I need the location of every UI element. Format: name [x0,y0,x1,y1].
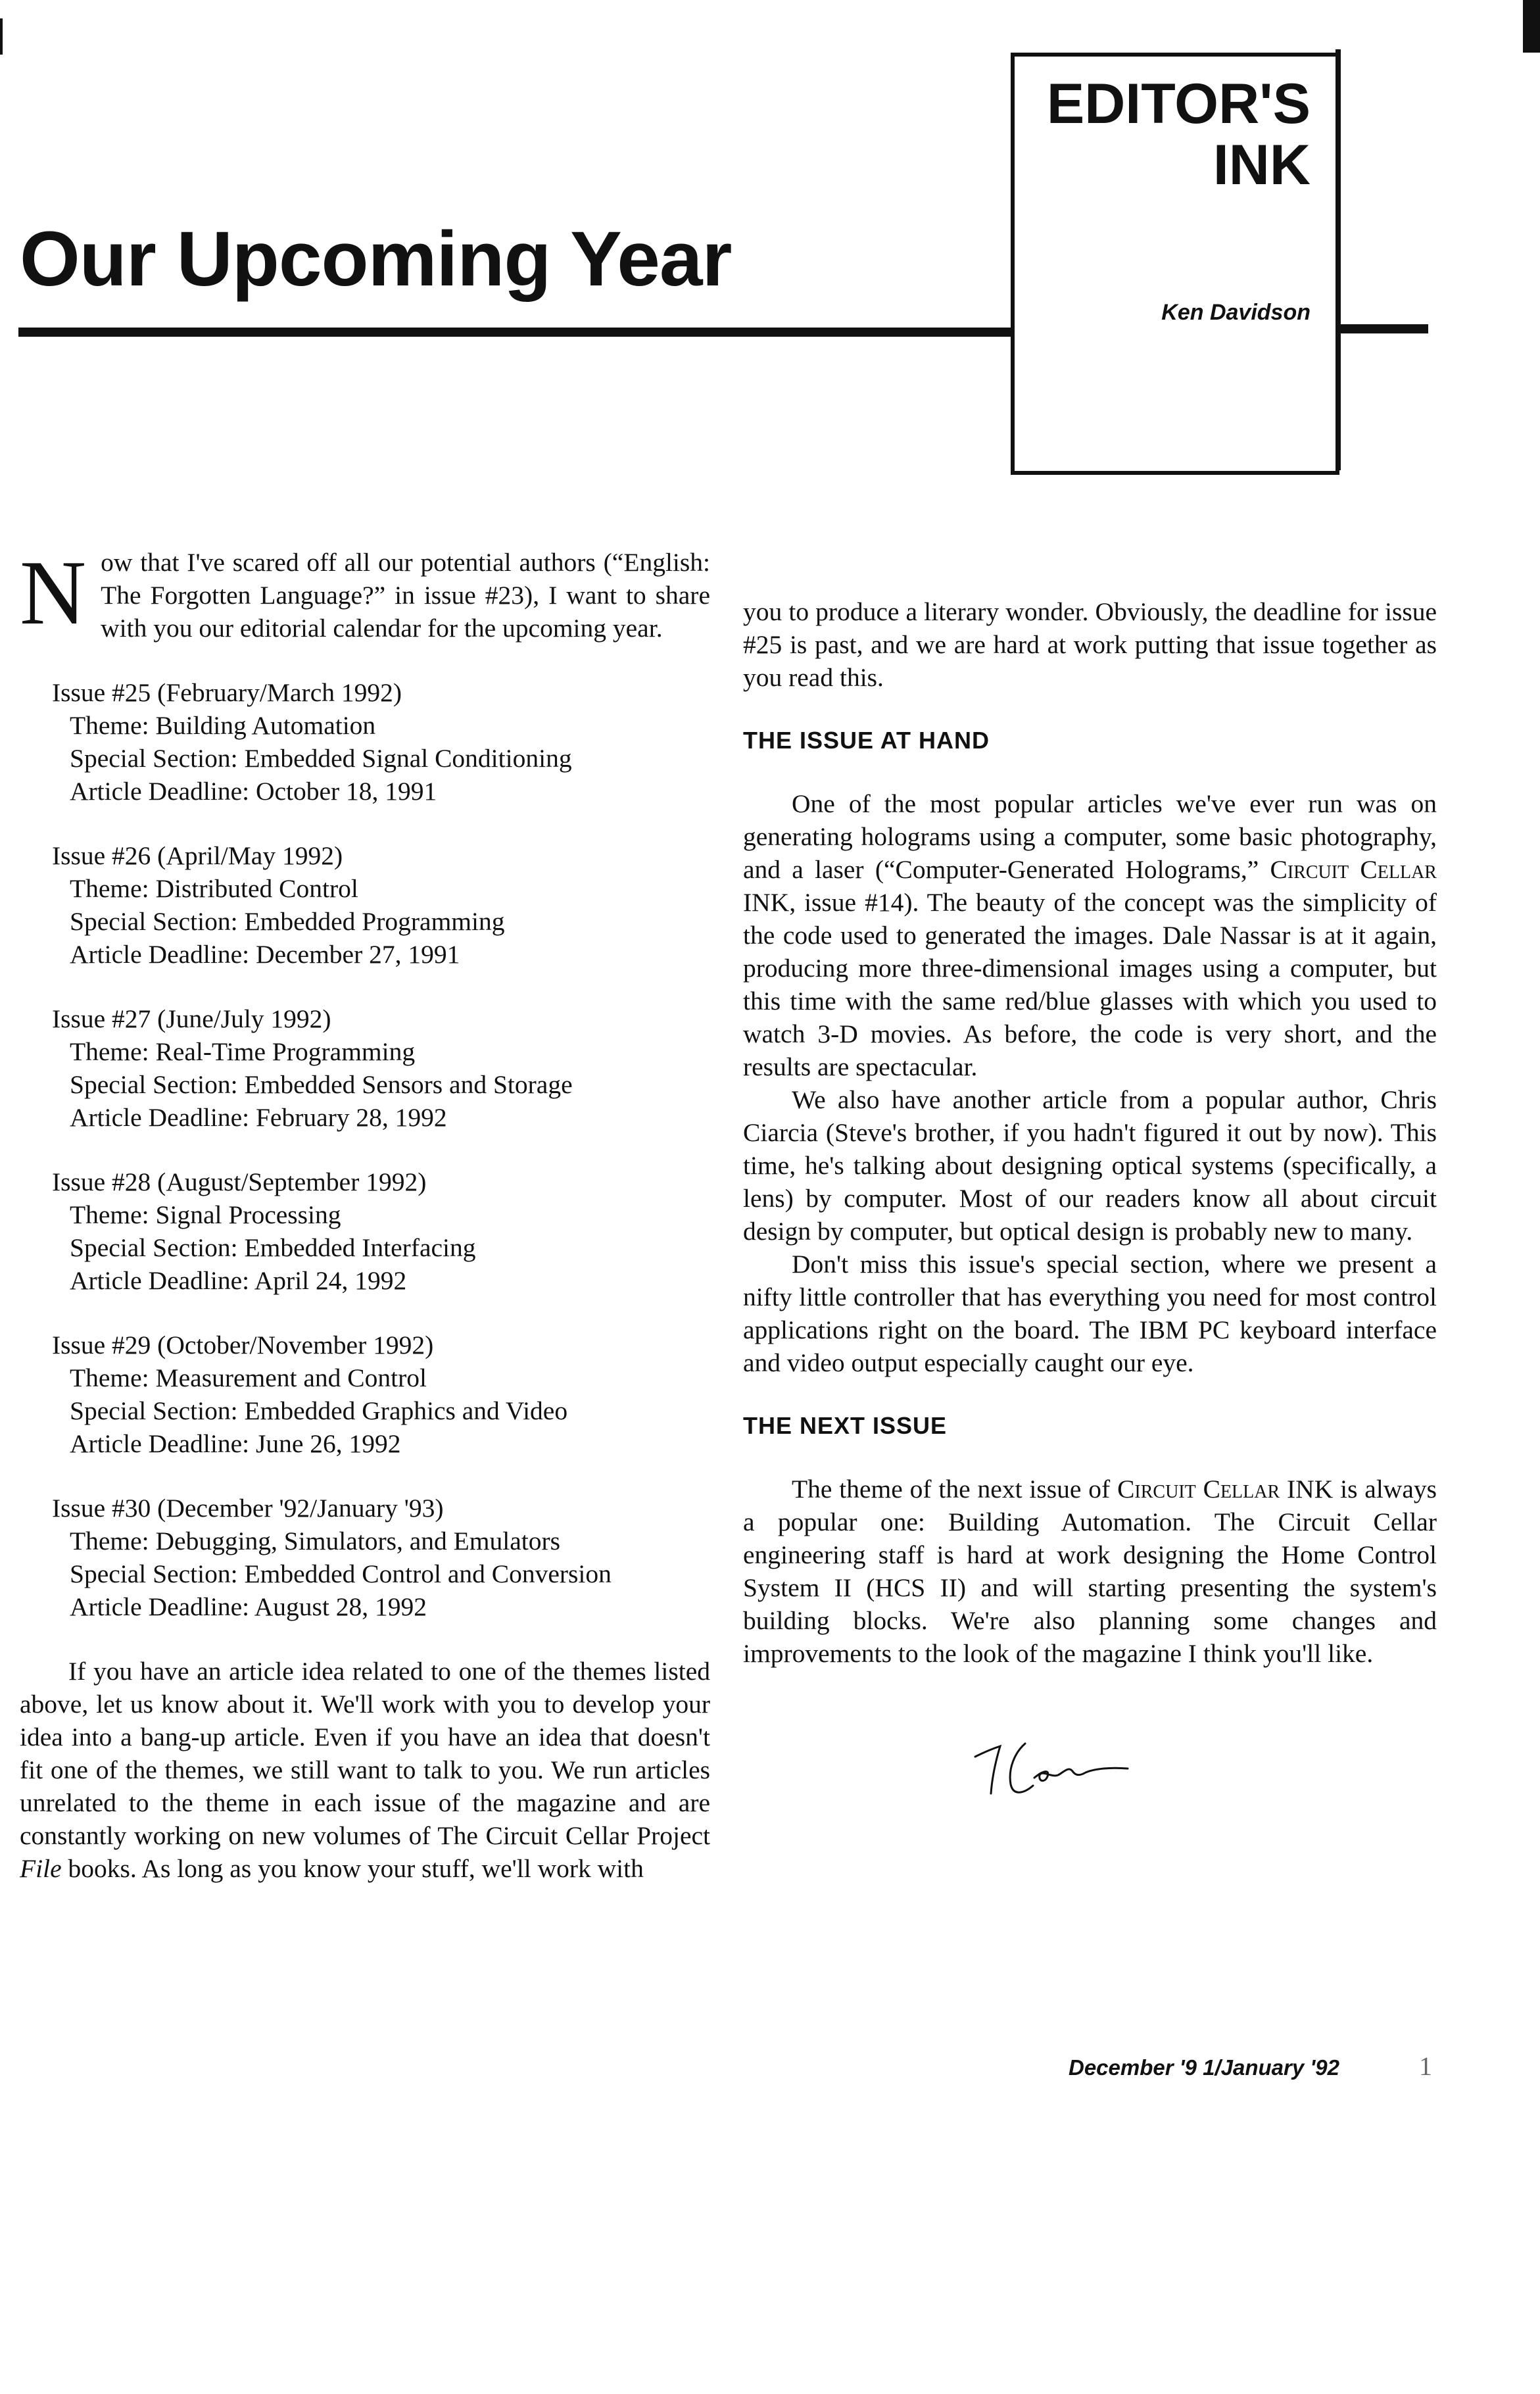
signature [967,2289,1151,2394]
issue-special-section: Special Section: Embedded Signal Conditioning [70,744,572,773]
section-heading-issue-at-hand: THE ISSUE AT HAND [743,727,990,754]
issue-at-hand-paragraph-2: We also have another article from a popular author, Chris Ciarcia (Steve's brother, if you hadn't figured it out by now). This time, he's talking about designing optical systems (specifically, a lens) by computer. Most of our readers know all about circuit design by computer, but optical design is probably new to many. [743,1085,1437,1246]
paragraph-text: One of the most popular articles we've ever run was on generating holograms using a computer, some basic photography, and a laser (“Computer-Generated Holograms,” [743,789,1437,884]
issue-deadline: Article Deadline: June 26, 1992 [70,1429,401,1458]
issue-entry [52,1492,710,1623]
section-title: EDITOR'S INK [1046,72,1311,197]
issue-theme: Theme: Building Automation [70,711,376,740]
issue-at-hand-paragraph-3: Don't miss this issue's special section, where we present a nifty little controller that has everything you need for most control applications right on the board. The IBM PC keyboard interface and video output especially caught our eye. [743,1250,1437,1377]
issue-deadline: Article Deadline: December 27, 1991 [70,940,460,969]
title-rule-right [1339,324,1428,333]
issue-deadline: Article Deadline: October 18, 1991 [70,777,437,806]
drop-cap: N [20,542,87,644]
brand-name: Circuit Cellar [1117,1475,1280,1503]
right-column [743,595,1437,1670]
left-closing-italic: File [20,1854,62,1883]
title-rule [18,328,1015,337]
issue-theme: Theme: Debugging, Simulators, and Emulators [70,1527,560,1555]
issue-at-hand-paragraph-1 [743,787,1437,1083]
handwritten-signature [970,1729,1154,1828]
issue-date: December '9 1/January '92 [1069,2055,1339,2080]
issue-deadline: Article Deadline: February 28, 1992 [70,1103,447,1132]
scan-edge-mark-right [1523,0,1540,53]
article-title: Our Upcoming Year [20,216,732,303]
issue-entry [52,839,710,971]
editorial-calendar [20,676,710,1623]
issue-heading: Issue #30 (December '92/January '93) [52,1494,444,1523]
next-issue-paragraph [743,1473,1437,1670]
issue-theme: Theme: Real-Time Programming [70,1037,416,1066]
section-heading-next-issue: THE NEXT ISSUE [743,1412,948,1439]
byline: Ken Davidson [1161,300,1311,325]
paragraph-text: The theme of the next issue of [792,1475,1118,1503]
issue-theme: Theme: Distributed Control [70,874,358,903]
page-number: 1 [1419,2051,1432,2081]
left-closing-paragraph [20,1655,710,1885]
issue-entry [52,676,710,808]
issue-heading: Issue #27 (June/July 1992) [52,1004,331,1033]
intro-text: ow that I've scared off all our potential authors (“English: The Forgotten Language?” in issue #23), I want to share with you our editorial calendar for the upcoming year. [101,548,710,643]
left-closing-text-end: books. As long as you know your stuff, we'll work with [61,1854,644,1883]
issue-theme: Theme: Signal Processing [70,1200,341,1229]
issue-heading: Issue #28 (August/September 1992) [52,1167,427,1196]
intro-paragraph [20,542,710,645]
brand-name: Circuit Cellar [1270,855,1437,884]
paragraph-text: INK, issue #14). The beauty of the concept was the simplicity of the code used to generated the images. Dale Nassar is at it again, producing more three-dimensional images using a computer, but this time with the same red/blue glasses with which you used to watch 3-D movies. As before, the code is very short, and the results are spectacular. [743,888,1437,1081]
left-closing-text: If you have an article idea related to one of the themes listed above, let us know about it. We'll work with you to develop your idea into a bang-up article. Even if you have an idea that doesn't fit one of the themes, we still want to talk to you. We run articles unrelated to the theme in each issue of the magazine and are constantly working on new volumes of The Circuit Cellar Project [20,1657,710,1850]
issue-heading: Issue #26 (April/May 1992) [52,841,343,870]
issue-entry [52,1329,710,1460]
left-column [20,542,710,1885]
issue-special-section: Special Section: Embedded Interfacing [70,1233,476,1262]
issue-heading: Issue #25 (February/March 1992) [52,678,402,707]
issue-entry [52,1002,710,1134]
issue-special-section: Special Section: Embedded Graphics and Video [70,1396,568,1425]
paragraph-text: INK is always a popular one: Building Automation. The Circuit Cellar engineering staff is hard at work designing the Home Control System II (HCS II) and will starting presenting the system's building blocks. We're also planning some changes and improvements to the look of the magazine I think you'll like. [743,1475,1437,1668]
issue-special-section: Special Section: Embedded Programming [70,907,505,936]
issue-deadline: Article Deadline: April 24, 1992 [70,1266,407,1295]
scan-edge-mark-left [0,18,3,55]
issue-special-section: Special Section: Embedded Sensors and Storage [70,1070,573,1099]
issue-deadline: Article Deadline: August 28, 1992 [70,1592,427,1621]
issue-entry [52,1165,710,1297]
issue-special-section: Special Section: Embedded Control and Conversion [70,1559,612,1588]
issue-heading: Issue #29 (October/November 1992) [52,1331,434,1359]
continuation-paragraph: you to produce a literary wonder. Obviously, the deadline for issue #25 is past, and we are hard at work putting that issue together as you read this. [743,597,1437,692]
issue-theme: Theme: Measurement and Control [70,1363,427,1392]
